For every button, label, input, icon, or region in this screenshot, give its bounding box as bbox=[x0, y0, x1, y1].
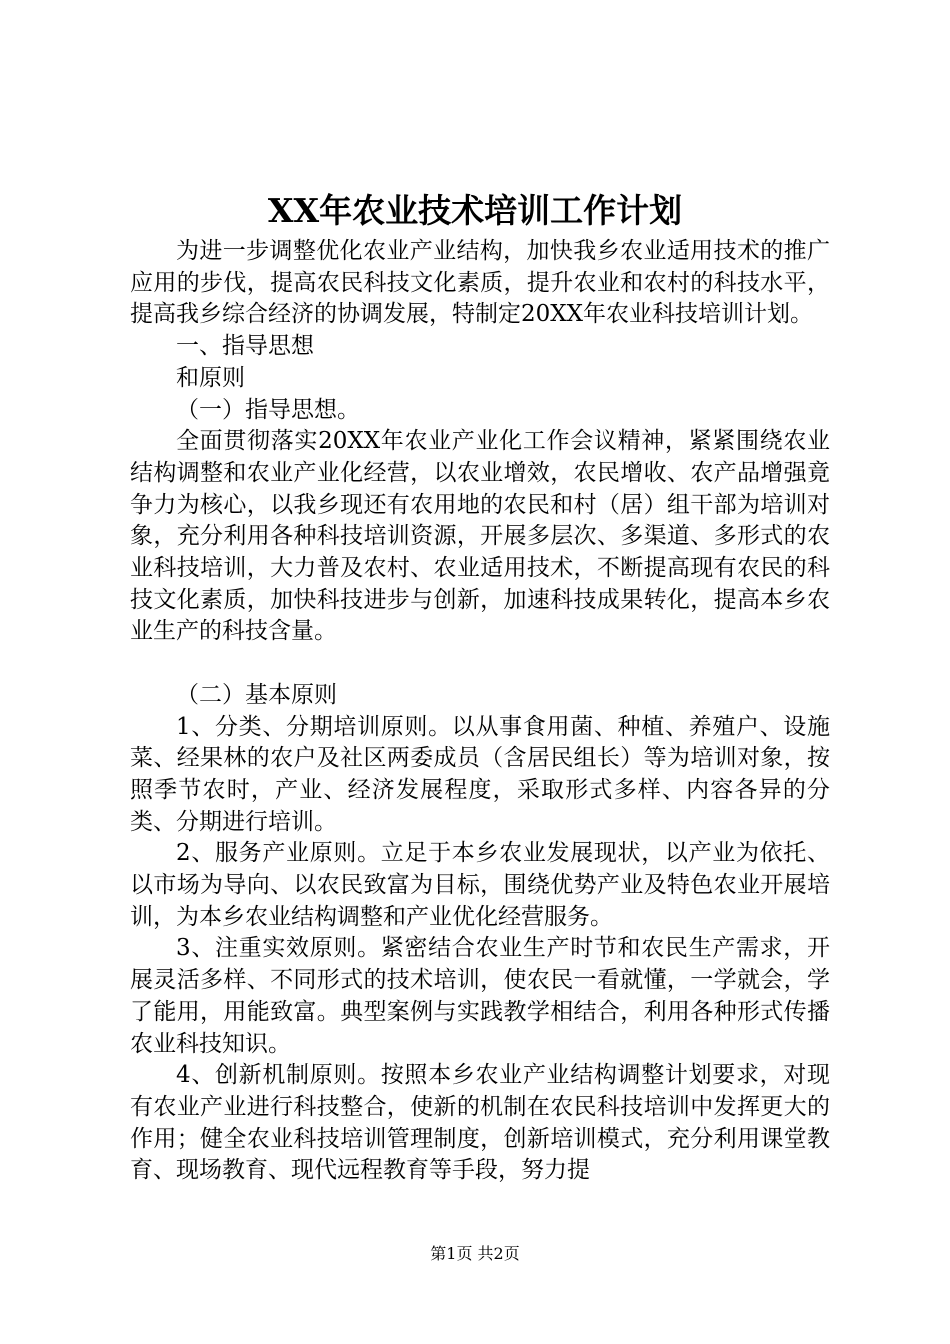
document-title: XX年农业技术培训工作计划 bbox=[267, 191, 683, 230]
subsection-heading-basic-principles: （二）基本原则 bbox=[176, 681, 337, 708]
paragraph-spacer bbox=[130, 648, 830, 680]
document-body bbox=[130, 236, 830, 1187]
intro-paragraph: 为进一步调整优化农业产业结构，加快我乡农业适用技术的推广应用的步伐，提高农民科技文化素质，提升农业和农村的科技水平，提高我乡综合经济的协调发展，特制定20XX年农业科技培训计划。 bbox=[130, 238, 830, 328]
page-footer: 第1页 共2页 bbox=[430, 1244, 520, 1263]
guiding-thought-paragraph: 全面贯彻落实20XX年农业产业化工作会议精神，紧紧围绕农业结构调整和农业产业化经营，以农业增效，农民增收、农产品增强竟争力为核心，以我乡现还有农用地的农民和村（居）组干部为培训对象，充分利用各种科技培训资源，开展多层次、多渠道、多形式的农业科技培训，大力普及农村、农业适用技术，不断提高现有农民的科技文化素质，加快科技进步与创新，加速科技成果转化，提高本乡农业生产的科技含量。 bbox=[130, 428, 830, 645]
principle-paragraph-4: 4、创新机制原则。按照本乡农业产业结构调整计划要求，对现有农业产业进行科技整合，使新的机制在农民科技培训中发挥更大的作用；健全农业科技培训管理制度，创新培训模式，充分利用课堂教育、现场教育、现代远程教育等手段，努力提 bbox=[130, 1062, 830, 1184]
section-heading-principles-continuation: 和原则 bbox=[176, 364, 245, 391]
principle-paragraph-1: 1、分类、分期培训原则。以从事食用菌、种植、养殖户、设施菜、经果林的农户及社区两委成员（含居民组长）等为培训对象，按照季节农时，产业、经济发展程度，采取形式多样、内容各异的分类、分期进行培训。 bbox=[130, 713, 830, 835]
subsection-heading-guiding-thought: （一）指导思想。 bbox=[176, 396, 360, 423]
principle-paragraph-2: 2、服务产业原则。立足于本乡农业发展现状，以产业为依托、以市场为导向、以农民致富为目标，围绕优势产业及特色农业开展培训，为本乡农业结构调整和产业优化经营服务。 bbox=[130, 840, 830, 930]
section-heading-guiding: 一、指导思想 bbox=[176, 333, 314, 360]
principle-paragraph-3: 3、注重实效原则。紧密结合农业生产时节和农民生产需求，开展灵活多样、不同形式的技术培训，使农民一看就懂，一学就会，学了能用，用能致富。典型案例与实践教学相结合，利用各种形式传播农业科技知识。 bbox=[130, 935, 830, 1057]
